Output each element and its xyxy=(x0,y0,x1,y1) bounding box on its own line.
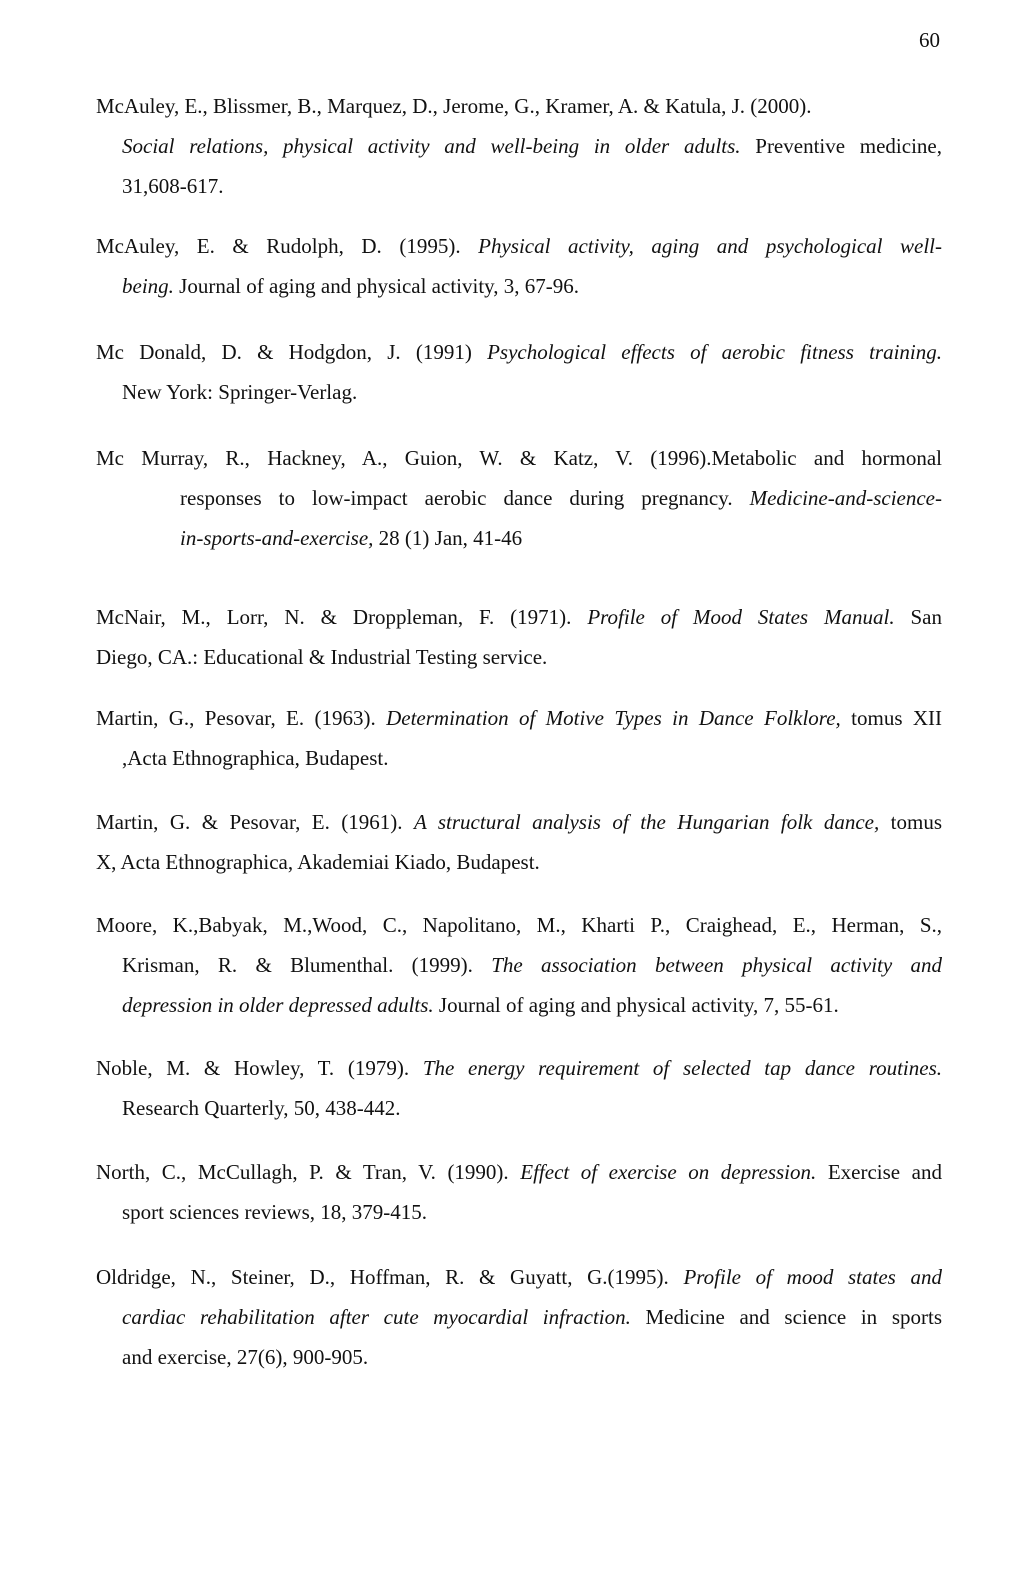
reference-text: tomus xyxy=(879,810,942,834)
reference-text: Preventive medicine, xyxy=(740,134,942,158)
reference-line xyxy=(96,126,942,166)
reference-line xyxy=(96,985,942,1025)
reference-text: Journal of aging and physical activity, 3, 67-96. xyxy=(173,274,580,298)
reference-title-text: depression in older depressed adults. xyxy=(122,993,434,1017)
reference-text: X, Acta Ethnographica, Akademiai Kiado, Budapest. xyxy=(96,850,540,874)
reference-title-text: Social relations, physical activity and well-being in older adults. xyxy=(122,134,741,158)
reference-text: Martin, G. & Pesovar, E. (1961). xyxy=(96,810,414,834)
reference-line xyxy=(96,842,942,882)
reference-line xyxy=(96,905,942,945)
reference-text: Mc Murray, R., Hackney, A., Guion, W. & Katz, V. (1996).Metabolic and hormonal xyxy=(96,446,942,470)
reference-text: Martin, G., Pesovar, E. (1963). xyxy=(96,706,387,730)
reference-line xyxy=(96,1048,942,1088)
reference-text: Noble, M. & Howley, T. (1979). xyxy=(96,1056,423,1080)
reference-text: Moore, K.,Babyak, M.,Wood, C., Napolitano, M., Kharti P., Craighead, E., Herman, S., xyxy=(96,913,942,937)
reference-text: sport sciences reviews, 18, 379-415. xyxy=(122,1200,428,1224)
reference-entry xyxy=(96,905,942,1025)
reference-line xyxy=(96,698,942,738)
reference-text: Mc Donald, D. & Hodgdon, J. (1991) xyxy=(96,340,488,364)
reference-entry xyxy=(96,698,942,778)
reference-line xyxy=(96,1297,942,1337)
reference-text: San xyxy=(894,605,942,629)
reference-line xyxy=(96,86,942,126)
reference-line xyxy=(96,945,942,985)
reference-line xyxy=(96,1192,942,1232)
reference-entry xyxy=(96,1257,942,1377)
reference-text: tomus XII xyxy=(840,706,943,730)
reference-line xyxy=(96,1337,942,1377)
reference-text: Exercise and xyxy=(816,1160,942,1184)
reference-line xyxy=(96,1257,942,1297)
reference-title-text: Effect of exercise on depression. xyxy=(520,1160,817,1184)
reference-title-text: Profile of mood states and xyxy=(683,1265,942,1289)
reference-line xyxy=(96,637,942,677)
reference-text: Research Quarterly, 50, 438-442. xyxy=(122,1096,401,1120)
page-number: 60 xyxy=(919,28,940,52)
reference-entry xyxy=(96,1048,942,1128)
reference-line xyxy=(96,1152,942,1192)
reference-entry xyxy=(96,597,942,677)
reference-text: McAuley, E., Blissmer, B., Marquez, D., Jerome, G., Kramer, A. & Katula, J. (2000). xyxy=(96,94,812,118)
reference-entry xyxy=(96,438,942,558)
reference-title-text: The energy requirement of selected tap dance routines. xyxy=(422,1056,942,1080)
reference-title-text: Profile of Mood States Manual. xyxy=(587,605,895,629)
reference-line xyxy=(96,166,942,206)
reference-line xyxy=(96,372,942,412)
reference-text: 28 (1) Jan, 41-46 xyxy=(373,526,523,550)
reference-title-text: cardiac rehabilitation after cute myocardial infraction. xyxy=(122,1305,631,1329)
reference-line xyxy=(96,438,942,478)
reference-text: Medicine and science in sports xyxy=(630,1305,942,1329)
reference-title-text: The association between physical activity and xyxy=(491,953,942,977)
reference-text: North, C., McCullagh, P. & Tran, V. (1990). xyxy=(96,1160,521,1184)
reference-text: Krisman, R. & Blumenthal. (1999). xyxy=(122,953,492,977)
reference-entry xyxy=(96,1152,942,1232)
reference-text: Oldridge, N., Steiner, D., Hoffman, R. & Guyatt, G.(1995). xyxy=(96,1265,684,1289)
reference-title-text: in-sports-and-exercise, xyxy=(180,526,374,550)
reference-line xyxy=(96,738,942,778)
reference-title-text: Physical activity, aging and psychological well- xyxy=(478,234,943,258)
reference-text: New York: Springer-Verlag. xyxy=(122,380,358,404)
reference-text: McNair, M., Lorr, N. & Droppleman, F. (1971). xyxy=(96,605,588,629)
reference-text: 31,608-617. xyxy=(122,174,224,198)
reference-entry xyxy=(96,802,942,882)
reference-title-text: Psychological effects of aerobic fitness training. xyxy=(487,340,943,364)
reference-line xyxy=(96,802,942,842)
reference-line xyxy=(96,518,942,558)
reference-title-text: being. xyxy=(122,274,174,298)
reference-text: Journal of aging and physical activity, 7, 55-61. xyxy=(433,993,839,1017)
reference-line xyxy=(96,332,942,372)
reference-line xyxy=(96,478,942,518)
reference-entry xyxy=(96,86,942,206)
reference-title-text: Determination of Motive Types in Dance Folklore, xyxy=(386,706,841,730)
reference-title-text: Medicine-and-science- xyxy=(749,486,942,510)
reference-line xyxy=(96,266,942,306)
reference-line xyxy=(96,597,942,637)
reference-text: McAuley, E. & Rudolph, D. (1995). xyxy=(96,234,479,258)
reference-entry xyxy=(96,226,942,306)
reference-text: Diego, CA.: Educational & Industrial Testing service. xyxy=(96,645,548,669)
reference-text: ,Acta Ethnographica, Budapest. xyxy=(122,746,389,770)
reference-text: and exercise, 27(6), 900-905. xyxy=(122,1345,369,1369)
reference-text: responses to low-impact aerobic dance during pregnancy. xyxy=(180,486,750,510)
reference-title-text: A structural analysis of the Hungarian folk dance, xyxy=(413,810,880,834)
reference-entry xyxy=(96,332,942,412)
reference-line xyxy=(96,1088,942,1128)
reference-line xyxy=(96,226,942,266)
